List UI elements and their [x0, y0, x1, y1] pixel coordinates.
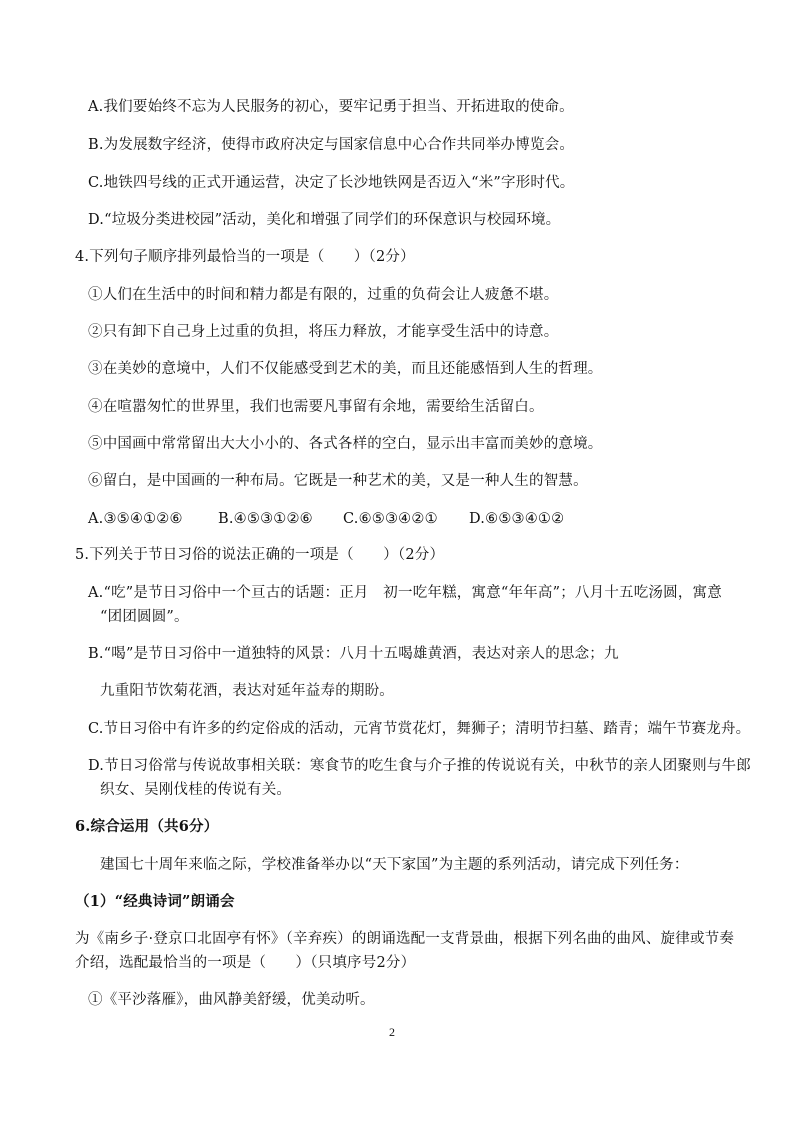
q5-option-c: C.节日习俗中有许多的约定俗成的活动，元宵节赏花灯，舞狮子；清明节扫墓、踏青；端午节赛龙舟。: [88, 721, 751, 737]
q6-heading: 6.综合运用（共6分）: [75, 818, 219, 835]
q5-option-b-line1: B.“喝”是节日习俗中一道独特的风景：八月十五喝雄黄酒，表达对亲人的思念；九: [88, 646, 619, 662]
q5-option-b-line2: 九重阳节饮菊花酒，表达对延年益寿的期盼。: [100, 683, 394, 699]
q3-option-d: D.“垃圾分类进校园”活动，美化和增强了同学们的环保意识与校园环境。: [88, 212, 561, 228]
q6-intro: 建国七十周年来临之际，学校准备举办以“天下家国”为主题的系列活动，请完成下列任务：: [100, 857, 689, 873]
q4-sentence-4: ④在喧嚣匆忙的世界里，我们也需要凡事留有余地，需要给生活留白。: [88, 399, 544, 415]
q3-option-a: A.我们要始终不忘为人民服务的初心，要牢记勇于担当、开拓进取的使命。: [88, 99, 574, 115]
q4-option-d: D.⑥⑤③④①②: [469, 511, 565, 527]
q4-sentence-6: ⑥留白，是中国画的一种布局。它既是一种艺术的美，又是一种人生的智慧。: [88, 473, 588, 489]
q6-prompt-line1: 为《南乡子·登京口北固亭有怀》（辛弃疾）的朗诵选配一支背景曲，根据下列名曲的曲风、旋律或节奏: [75, 931, 735, 947]
q5-option-a-line1: A.“吃”是节日习俗中一个亘古的话题：正月 初一吃年糕，寓意“年年高”；八月十五吃汤圆，寓意: [88, 585, 722, 601]
q5-option-a-line2: “团团圆圆”。: [100, 609, 189, 625]
q4-sentence-5: ⑤中国画中常常留出大大小小的、各式各样的空白，显示出丰富而美妙的意境。: [88, 436, 603, 452]
q4-option-b: B.④⑤③①②⑥: [218, 511, 313, 527]
q5-option-d-line1: D.节日习俗常与传说故事相关联：寒食节的吃生食与介子推的传说说有关，中秋节的亲人团聚则与牛郎: [88, 758, 751, 774]
q4-option-c: C.⑥⑤③④②①: [343, 511, 438, 527]
q4-sentence-3: ③在美妙的意境中，人们不仅能感受到艺术的美，而且还能感悟到人生的哲理。: [88, 361, 603, 377]
q6-prompt-line2: 介绍，选配最恰当的一项是（ ）（只填序号2分）: [75, 955, 416, 971]
q6-item-1: ①《平沙落雁》，曲风静美舒缓，优美动听。: [88, 992, 375, 1008]
page-number: 2: [389, 1025, 395, 1039]
q5-option-d-line2: 织女、吴刚伐桂的传说有关。: [100, 782, 292, 798]
q3-option-b: B.为发展数字经济，使得市政府决定与国家信息中心合作共同举办博览会。: [88, 137, 575, 153]
q4-option-a: A.③⑤④①②⑥: [88, 511, 183, 527]
q6-subheading-1: （1）“经典诗词”朗诵会: [75, 893, 235, 910]
q5-stem: 5.下列关于节日习俗的说法正确的一项是（ ）（2分）: [75, 547, 445, 563]
q4-stem: 4.下列句子顺序排列最恰当的一项是（ ）（2分）: [75, 249, 415, 265]
q4-sentence-1: ①人们在生活中的时间和精力都是有限的，过重的负荷会让人疲惫不堪。: [88, 287, 559, 303]
q4-sentence-2: ②只有卸下自己身上过重的负担，将压力释放，才能享受生活中的诗意。: [88, 324, 559, 340]
q3-option-c: C.地铁四号线的正式开通运营，决定了长沙地铁网是否迈入“米”字形时代。: [88, 175, 575, 191]
